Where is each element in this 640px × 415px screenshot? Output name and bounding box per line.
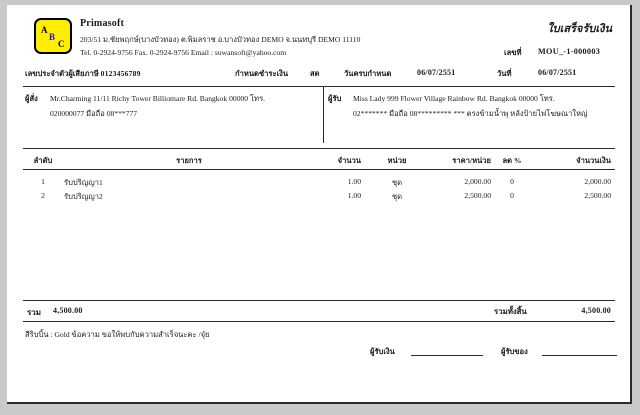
payee-signature-line xyxy=(411,355,483,356)
cell-unit: ชุด xyxy=(391,192,403,201)
sum-label: รวม xyxy=(27,308,42,317)
cell-desc: รับปริญญา2 xyxy=(64,192,103,201)
column-header-desc: รายการ xyxy=(176,156,202,165)
cell-qty: 1.00 xyxy=(347,191,361,200)
logo-letter-a: A xyxy=(41,25,48,35)
cell-amount: 2,500.00 xyxy=(584,191,611,200)
document-date-label: วันที่ xyxy=(497,69,512,78)
payment-term-value: สด xyxy=(310,69,320,78)
table-bottom-divider xyxy=(23,300,615,301)
column-header-qty: จำนวน xyxy=(337,156,361,165)
orderer-line-1: Mr.Charming 11/11 Richy Tower Billiomare Rd. Bangkok 00000 โทร. xyxy=(50,94,266,103)
due-date-value: 06/07/2551 xyxy=(417,68,456,77)
column-header-discount: ลด % xyxy=(502,156,522,165)
column-header-no: ลำดับ xyxy=(33,156,53,165)
grand-total-label: รวมทั้งสิ้น xyxy=(494,307,527,316)
company-address: 203/51 ม.ชัยพฤกษ์(บางบัวทอง) ต.พิมลราช อ.บางบัวทอง DEMO จ.นนทบุรี DEMO 11110 xyxy=(80,35,361,44)
logo-letter-b: B xyxy=(49,32,56,42)
orderer-line-2: 020000077 มือถือ 08***777 xyxy=(50,109,138,118)
receiver-line-1: Miss Lady 999 Flower Village Rainbow Rd. Bangkok 00000 โทร. xyxy=(353,94,555,103)
company-name: Primasoft xyxy=(80,18,125,29)
logo-letter-c: C xyxy=(58,39,65,49)
due-date-label: วันครบกำหนด xyxy=(344,69,392,78)
table-header-divider xyxy=(23,169,615,170)
header-divider xyxy=(23,86,615,87)
cell-price: 2,500.00 xyxy=(464,191,491,200)
cell-desc: รับปริญญา1 xyxy=(64,178,103,187)
sum-value: 4,500.00 xyxy=(53,306,83,315)
document-number-value: MOU_-1-000003 xyxy=(538,47,601,56)
tax-id-label: เลขประจำตัวผู้เสียภาษี xyxy=(25,69,99,78)
receipt-page xyxy=(7,5,632,404)
column-header-price: ราคา/หน่วย xyxy=(452,156,491,165)
payment-term-label: กำหนดชำระเงิน xyxy=(235,69,289,78)
document-date-value: 06/07/2551 xyxy=(538,68,577,77)
column-header-amount: จำนวนเงิน xyxy=(576,156,611,165)
cell-price: 2,000.00 xyxy=(464,177,491,186)
orderer-label: ผู้สั่ง xyxy=(25,94,38,103)
cell-no: 1 xyxy=(41,177,45,186)
tax-id-value: 0123456789 xyxy=(100,69,141,78)
cell-qty: 1.00 xyxy=(347,177,361,186)
receipt-document xyxy=(7,5,630,402)
payee-signature-label: ผู้รับเงิน xyxy=(370,347,395,356)
goods-receiver-signature-label: ผู้รับของ xyxy=(501,347,528,356)
cell-no: 2 xyxy=(41,191,45,200)
company-logo xyxy=(34,18,72,54)
parties-divider xyxy=(323,87,324,143)
cell-amount: 2,000.00 xyxy=(584,177,611,186)
document-number-label: เลขที่ xyxy=(504,48,522,57)
company-contact: Tel. 0-2924-9756 Fax. 0-2924-9756 Email : suwansoft@yahoo.com xyxy=(80,48,287,57)
table-top-divider xyxy=(23,148,615,149)
totals-divider xyxy=(23,321,615,322)
grand-total-value: 4,500.00 xyxy=(581,306,611,315)
cell-discount: 0 xyxy=(510,177,514,186)
receiver-line-2: 02******* มือถือ 08********* *** ตรงข้ามน้ำพุ หลังป้ายไฟโฆษณาใหญ่ xyxy=(353,109,588,118)
column-header-unit: หน่วย xyxy=(387,156,407,165)
tax-id-field xyxy=(25,68,141,80)
receiver-label: ผู้รับ xyxy=(328,94,342,103)
remark-note: สีริบบิ้น : Gold ข้อความ ขอให้พบกับความสำเร็จนะคะ /จุ๋ย xyxy=(25,330,210,339)
document-title: ใบเสร็จรับเงิน xyxy=(547,23,612,35)
cell-discount: 0 xyxy=(510,191,514,200)
goods-receiver-signature-line xyxy=(542,355,617,356)
cell-unit: ชุด xyxy=(391,178,403,187)
